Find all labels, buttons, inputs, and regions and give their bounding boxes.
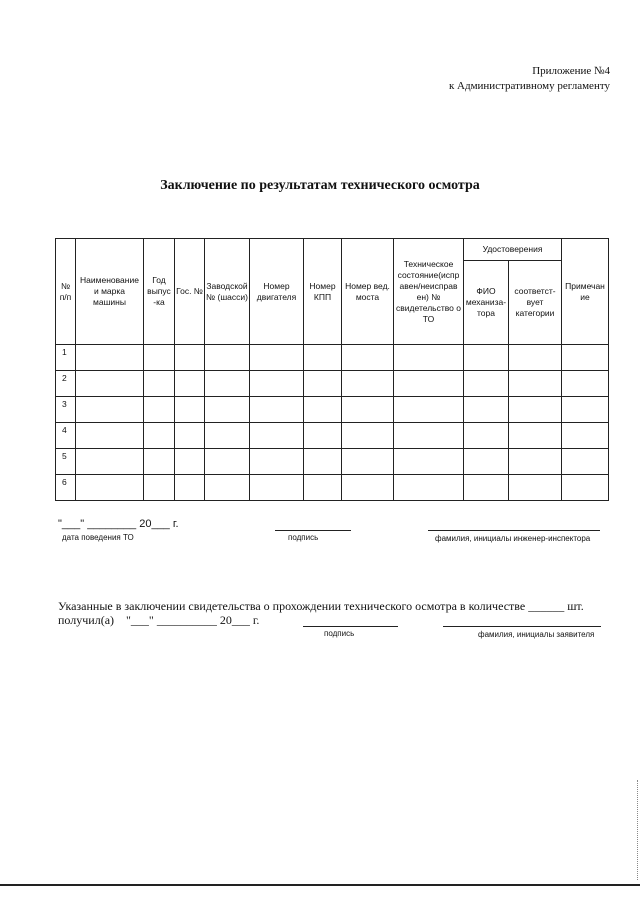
table-cell bbox=[394, 345, 464, 371]
table-cell bbox=[562, 475, 609, 501]
table-cell bbox=[394, 397, 464, 423]
document-title: Заключение по результатам технического осмотра bbox=[160, 178, 480, 193]
applicant-signature-line bbox=[303, 626, 398, 627]
table-cell bbox=[144, 345, 175, 371]
table-cell bbox=[175, 397, 205, 423]
header-engine: Номер двигателя bbox=[250, 239, 304, 345]
appendix-note bbox=[449, 64, 610, 94]
table-cell bbox=[342, 371, 394, 397]
table-cell bbox=[562, 371, 609, 397]
header-factory: Заводской № (шасси) bbox=[205, 239, 250, 345]
table-cell bbox=[144, 371, 175, 397]
table-cell bbox=[304, 423, 342, 449]
header-name: Наименование и марка машины bbox=[76, 239, 144, 345]
row-number: 1 bbox=[56, 345, 76, 371]
table-cell bbox=[394, 423, 464, 449]
table-cell bbox=[205, 397, 250, 423]
table-row bbox=[56, 345, 609, 371]
row-number: 6 bbox=[56, 475, 76, 501]
table-cell bbox=[250, 449, 304, 475]
scan-edge bbox=[634, 780, 638, 880]
inspector-name-line bbox=[428, 530, 600, 531]
table-row bbox=[56, 371, 609, 397]
table-cell bbox=[342, 449, 394, 475]
table-cell bbox=[342, 345, 394, 371]
table-cell bbox=[394, 475, 464, 501]
applicant-name-caption: фамилия, инициалы заявителя bbox=[478, 630, 595, 639]
table-cell bbox=[175, 475, 205, 501]
received-line bbox=[58, 613, 259, 628]
table-cell bbox=[509, 345, 562, 371]
table-cell bbox=[144, 423, 175, 449]
table-cell bbox=[250, 423, 304, 449]
page-bottom-rule bbox=[0, 884, 640, 886]
table-cell bbox=[509, 371, 562, 397]
table-cell bbox=[76, 371, 144, 397]
table-row bbox=[56, 397, 609, 423]
table-cell bbox=[304, 449, 342, 475]
table-cell bbox=[464, 449, 509, 475]
signature-caption: подпись bbox=[288, 533, 319, 542]
table-cell bbox=[394, 449, 464, 475]
table-cell bbox=[562, 423, 609, 449]
row-number: 2 bbox=[56, 371, 76, 397]
date-caption: дата поведения ТО bbox=[62, 533, 134, 542]
table-cell bbox=[205, 371, 250, 397]
certificate-statement: Указанные в заключении свидетельства о прохождении технического осмотра в количестве ______ шт. bbox=[58, 599, 584, 613]
table-cell bbox=[250, 475, 304, 501]
signature-line bbox=[275, 530, 351, 531]
header-gos: Гос. № bbox=[175, 239, 205, 345]
table-cell bbox=[562, 449, 609, 475]
table-cell bbox=[464, 397, 509, 423]
table-cell bbox=[144, 449, 175, 475]
table-cell bbox=[304, 345, 342, 371]
table-cell bbox=[76, 449, 144, 475]
row-number: 3 bbox=[56, 397, 76, 423]
table-cell bbox=[509, 397, 562, 423]
table-cell bbox=[464, 475, 509, 501]
appendix-line-1: Приложение №4 bbox=[532, 65, 610, 77]
applicant-signature-caption: подпись bbox=[324, 629, 355, 638]
table-cell bbox=[509, 423, 562, 449]
table-cell bbox=[342, 397, 394, 423]
table-cell bbox=[342, 423, 394, 449]
table-cell bbox=[464, 345, 509, 371]
applicant-name-line bbox=[443, 626, 601, 627]
table-cell bbox=[144, 397, 175, 423]
table-cell bbox=[304, 397, 342, 423]
table-cell bbox=[205, 423, 250, 449]
row-number: 4 bbox=[56, 423, 76, 449]
table-cell bbox=[175, 449, 205, 475]
inspection-date-line: "___" ________ 20___ г. bbox=[58, 518, 179, 530]
table-cell bbox=[562, 345, 609, 371]
row-number: 5 bbox=[56, 449, 76, 475]
header-axle: Номер вед. моста bbox=[342, 239, 394, 345]
table-body bbox=[56, 345, 609, 501]
table-cell bbox=[175, 423, 205, 449]
table-row bbox=[56, 475, 609, 501]
table-cell bbox=[304, 475, 342, 501]
table-cell bbox=[250, 345, 304, 371]
table-cell bbox=[394, 371, 464, 397]
table-cell bbox=[76, 397, 144, 423]
table-cell bbox=[205, 345, 250, 371]
table-cell bbox=[342, 475, 394, 501]
table-cell bbox=[509, 475, 562, 501]
table-cell bbox=[304, 371, 342, 397]
received-date: "___" __________ 20___ г. bbox=[126, 613, 260, 627]
table-cell bbox=[76, 345, 144, 371]
table-cell bbox=[562, 397, 609, 423]
table-cell bbox=[144, 475, 175, 501]
table-cell bbox=[76, 423, 144, 449]
received-label: получил(а) bbox=[58, 613, 115, 627]
appendix-line-2: к Административному регламенту bbox=[448, 80, 610, 92]
table-cell bbox=[175, 371, 205, 397]
header-cert: Удостоверения bbox=[464, 239, 562, 261]
header-kpp: Номер КПП bbox=[304, 239, 342, 345]
table-cell bbox=[76, 475, 144, 501]
header-cat: соответст- вует категории bbox=[509, 261, 562, 345]
table-cell bbox=[509, 449, 562, 475]
table-row bbox=[56, 449, 609, 475]
header-num: № п/п bbox=[56, 239, 76, 345]
header-note: Примечан ие bbox=[562, 239, 609, 345]
inspection-table bbox=[55, 238, 609, 501]
table-cell bbox=[250, 397, 304, 423]
header-tech: Техническое состояние(испр авен/неисправ ен) № свидетельство о ТО bbox=[394, 239, 464, 345]
table-row bbox=[56, 423, 609, 449]
table-cell bbox=[175, 345, 205, 371]
table-cell bbox=[205, 449, 250, 475]
header-year: Год выпус -ка bbox=[144, 239, 175, 345]
table-cell bbox=[250, 371, 304, 397]
inspector-name-caption: фамилия, инициалы инженер-инспектора bbox=[435, 534, 591, 543]
table-cell bbox=[464, 423, 509, 449]
header-fio: ФИО механиза- тора bbox=[464, 261, 509, 345]
table-cell bbox=[464, 371, 509, 397]
table-cell bbox=[205, 475, 250, 501]
